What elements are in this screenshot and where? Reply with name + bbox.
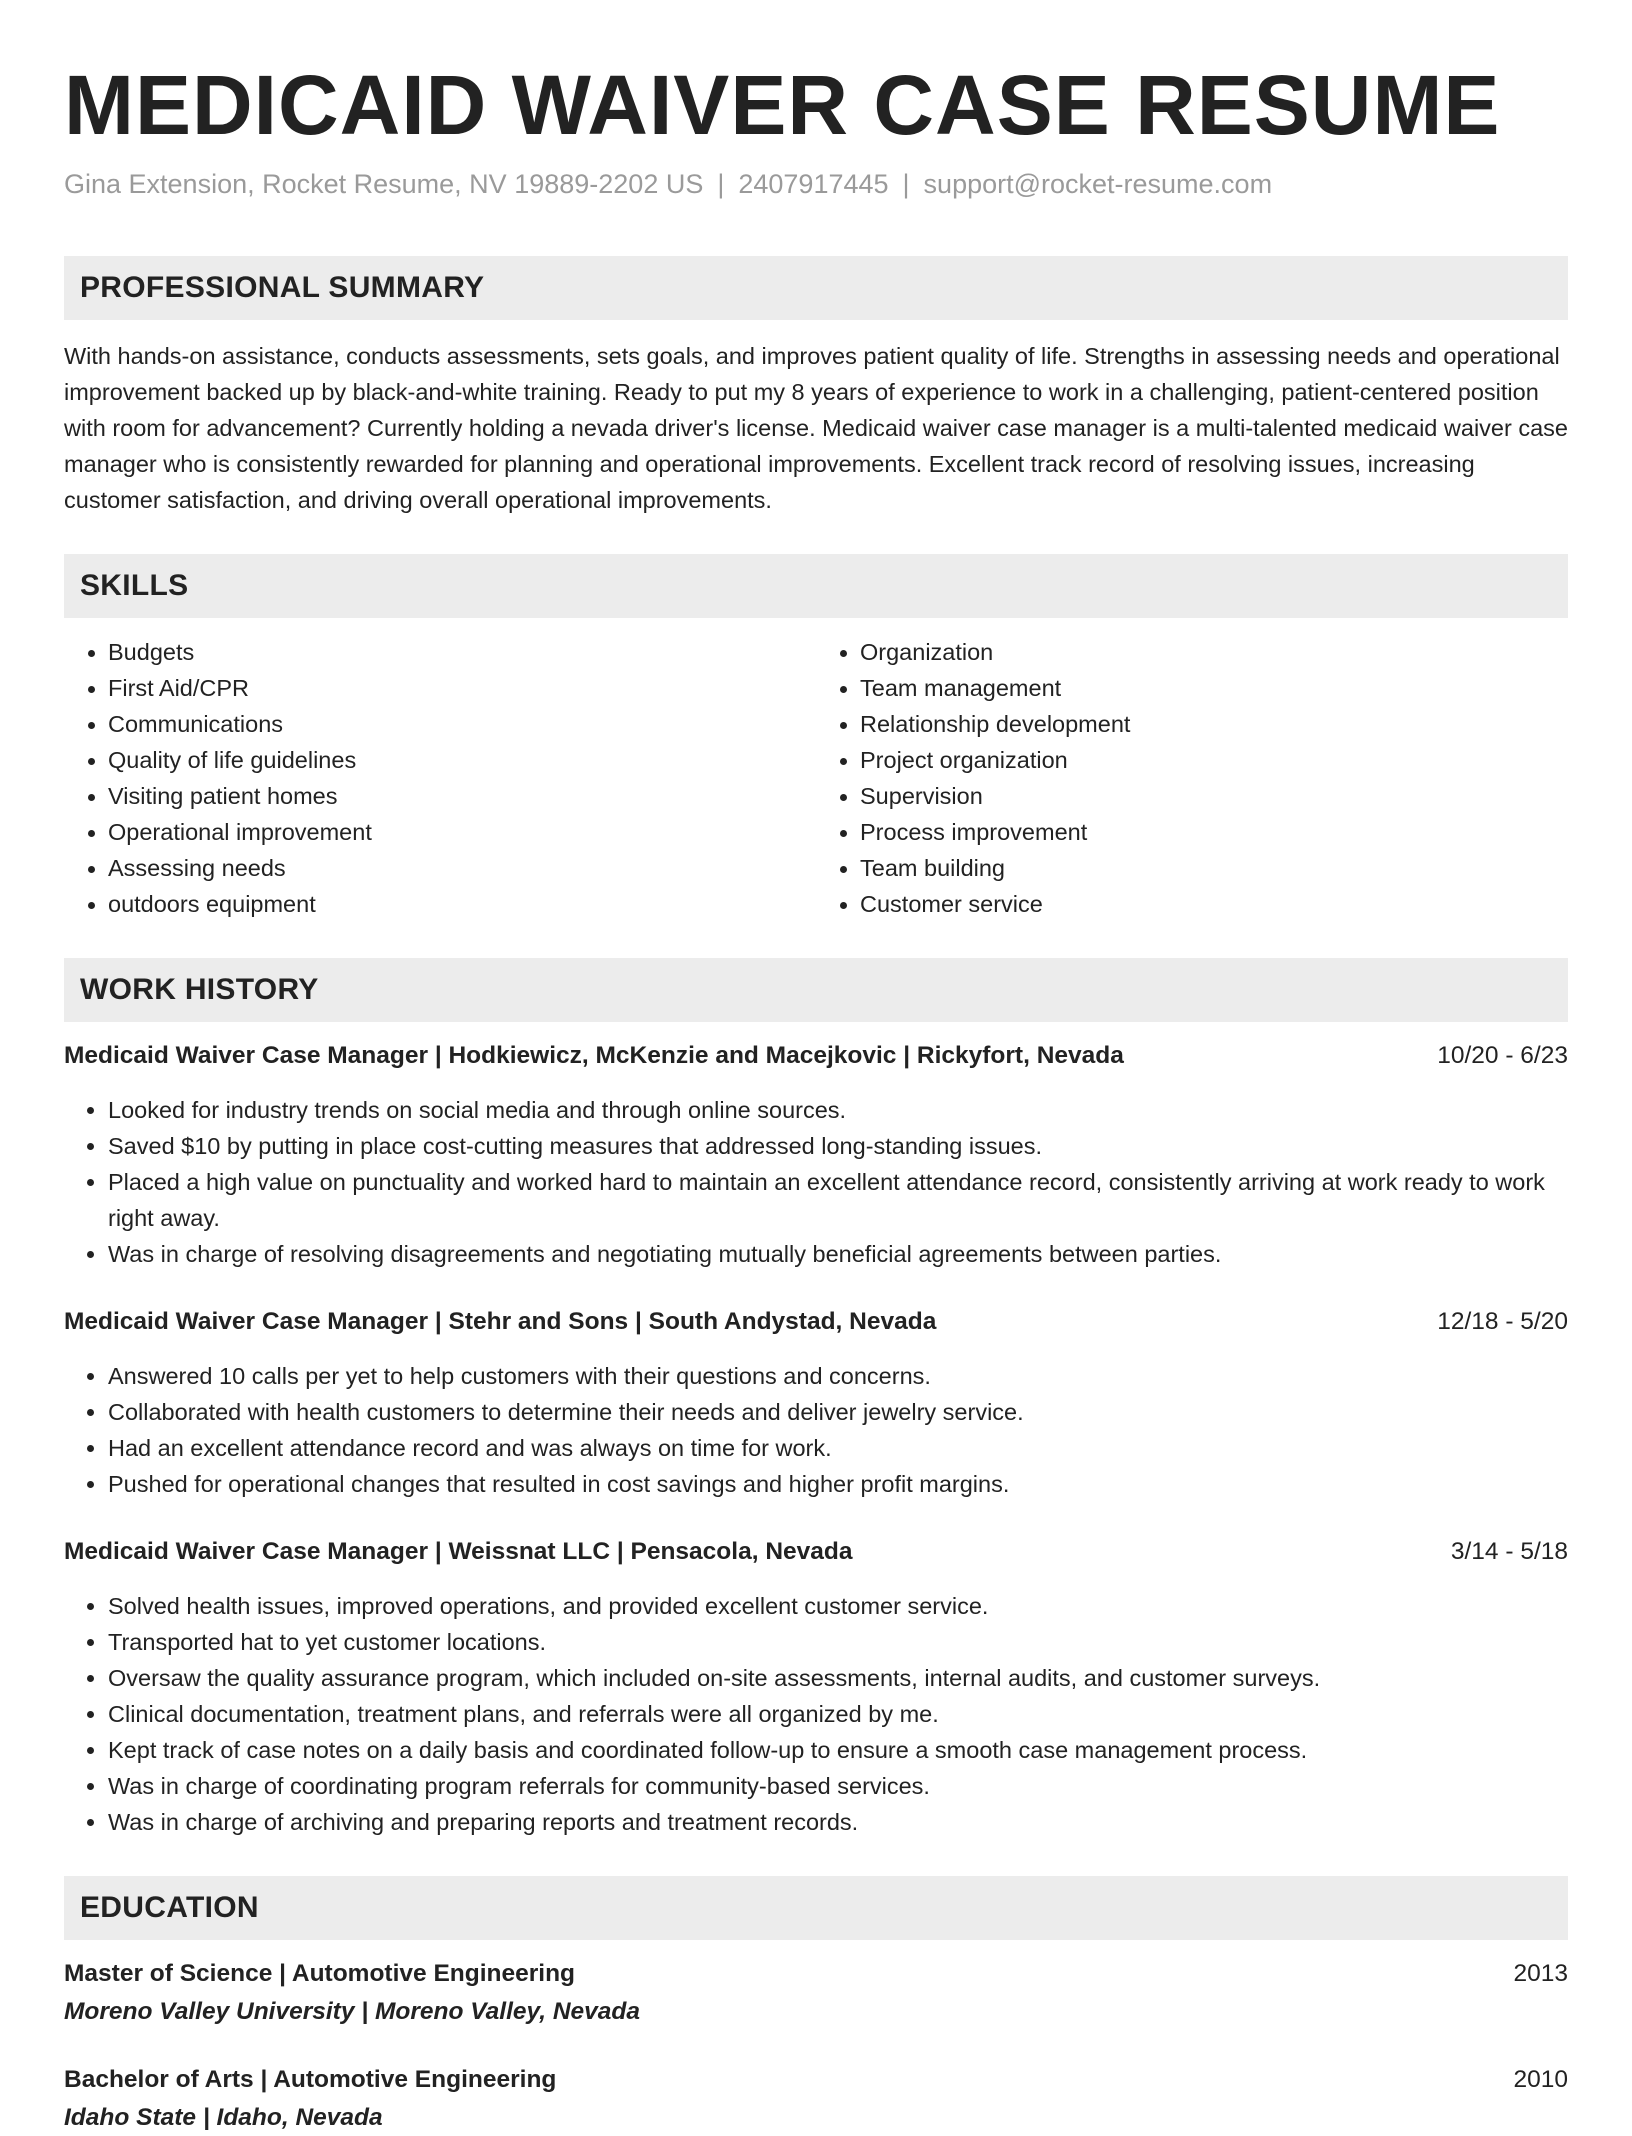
skill-item: • Supervision [860, 778, 1568, 814]
skill-item: • First Aid/CPR [108, 670, 816, 706]
education-degree: Master of Science | Automotive Engineering [64, 1960, 576, 1987]
job-bullets [64, 1358, 1568, 1502]
job-bullet: • Placed a high value on punctuality and worked hard to maintain an excellent attendance record, consistently arriving at work ready to work right away. [108, 1164, 1568, 1236]
skill-item: • Customer service [860, 886, 1568, 922]
education-degree: Bachelor of Arts | Automotive Engineering [64, 2066, 557, 2093]
skill-item: • Quality of life guidelines [108, 742, 816, 778]
skills-column-left [64, 634, 816, 922]
job-bullet: • Kept track of case notes on a daily basis and coordinated follow-up to ensure a smooth case management process. [108, 1732, 1568, 1768]
skills-list [64, 634, 1568, 922]
contact-line [64, 166, 1568, 202]
job-bullet: • Clinical documentation, treatment plans, and referrals were all organized by me. [108, 1696, 1568, 1732]
skill-item: • Communications [108, 706, 816, 742]
contact-address: Gina Extension, Rocket Resume, NV 19889-2202 US [64, 169, 704, 199]
education-year: 2010 [1513, 2066, 1568, 2093]
education-heading-row [64, 2062, 1568, 2098]
summary-text: With hands-on assistance, conducts assessments, sets goals, and improves patient quality of life. Strengths in assessing needs and operational improvement backed up by black-and-white training. Ready to put my 8 years of experience to work in a challenging, patient-centered position with room for advancement? Currently holding a nevada driver's license. Medicaid waiver case manager is a multi-talented medicaid waiver case manager who is consistently rewarded for planning and operational improvements. Excellent track record of resolving issues, increasing customer satisfaction, and driving overall operational improvements. [64, 343, 1568, 513]
section-header-work-history: WORK HISTORY [64, 958, 1568, 1022]
job-bullets [64, 1588, 1568, 1840]
job-bullet: • Was in charge of coordinating program referrals for community-based services. [108, 1768, 1568, 1804]
section-header-summary: PROFESSIONAL SUMMARY [64, 256, 1568, 320]
contact-phone: 2407917445 [738, 169, 889, 199]
job-heading-row [64, 1038, 1568, 1074]
job-entry [64, 1038, 1568, 1272]
education-entry [64, 2062, 1568, 2136]
job-entry [64, 1304, 1568, 1502]
job-bullet: • Answered 10 calls per yet to help customers with their questions and concerns. [108, 1358, 1568, 1394]
job-heading-row [64, 1304, 1568, 1340]
skill-item: • Relationship development [860, 706, 1568, 742]
skill-item: • Team management [860, 670, 1568, 706]
job-dates: 12/18 - 5/20 [1437, 1308, 1568, 1335]
resume-title: MEDICAID WAIVER CASE RESUME [64, 58, 1501, 152]
skill-item: • Visiting patient homes [108, 778, 816, 814]
job-title: Medicaid Waiver Case Manager | Hodkiewicz, McKenzie and Macejkovic | Rickyfort, Nevada [64, 1042, 1124, 1069]
skill-item: • Assessing needs [108, 850, 816, 886]
job-bullet: • Looked for industry trends on social media and through online sources. [108, 1092, 1568, 1128]
skills-column-right [816, 634, 1568, 922]
job-title: Medicaid Waiver Case Manager | Stehr and Sons | South Andystad, Nevada [64, 1308, 937, 1335]
contact-separator: | [717, 169, 725, 199]
job-bullet: • Collaborated with health customers to determine their needs and deliver jewelry service. [108, 1394, 1568, 1430]
job-heading-row [64, 1534, 1568, 1570]
job-bullets [64, 1092, 1568, 1272]
skill-item: • Team building [860, 850, 1568, 886]
education-school: Moreno Valley University | Moreno Valley, Nevada [64, 1998, 641, 2025]
job-bullet: • Had an excellent attendance record and was always on time for work. [108, 1430, 1568, 1466]
section-header-skills: SKILLS [64, 554, 1568, 618]
job-bullet: • Transported hat to yet customer locations. [108, 1624, 1568, 1660]
skill-item: • Project organization [860, 742, 1568, 778]
job-bullet: • Saved $10 by putting in place cost-cutting measures that addressed long-standing issues. [108, 1128, 1568, 1164]
job-title: Medicaid Waiver Case Manager | Weissnat LLC | Pensacola, Nevada [64, 1538, 853, 1565]
skill-item: • Operational improvement [108, 814, 816, 850]
section-header-education: EDUCATION [64, 1876, 1568, 1940]
job-bullet: • Solved health issues, improved operations, and provided excellent customer service. [108, 1588, 1568, 1624]
skill-item: • Organization [860, 634, 1568, 670]
job-bullet: • Was in charge of resolving disagreements and negotiating mutually beneficial agreements between parties. [108, 1236, 1568, 1272]
job-dates: 10/20 - 6/23 [1437, 1042, 1568, 1069]
education-entry [64, 1956, 1568, 2030]
education-year: 2013 [1513, 1960, 1568, 1987]
contact-email: support@rocket-resume.com [923, 169, 1273, 199]
skill-item: • Process improvement [860, 814, 1568, 850]
job-bullet: • Pushed for operational changes that resulted in cost savings and higher profit margins. [108, 1466, 1568, 1502]
job-bullet: • Oversaw the quality assurance program, which included on-site assessments, internal audits, and customer surveys. [108, 1660, 1568, 1696]
education-heading-row [64, 1956, 1568, 1992]
skill-item: • outdoors equipment [108, 886, 816, 922]
education-school: Idaho State | Idaho, Nevada [64, 2104, 383, 2131]
job-dates: 3/14 - 5/18 [1450, 1538, 1568, 1565]
skill-item: • Budgets [108, 634, 816, 670]
job-entry [64, 1534, 1568, 1840]
contact-separator: | [902, 169, 910, 199]
job-bullet: • Was in charge of archiving and preparing reports and treatment records. [108, 1804, 1568, 1840]
